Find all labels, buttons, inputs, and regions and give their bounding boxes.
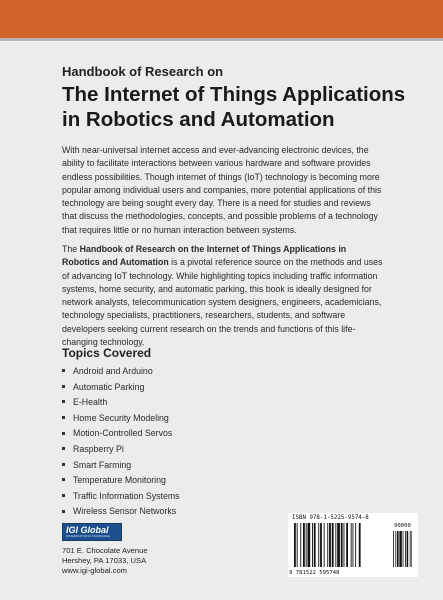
book-title <box>62 82 422 132</box>
bullet-icon <box>62 463 65 466</box>
topic-item <box>62 489 180 505</box>
topic-item <box>62 411 180 427</box>
topic-label: Smart Farming <box>73 459 132 470</box>
book-title-line-1: The Internet of Things Applications <box>62 83 406 106</box>
topic-item <box>62 364 180 380</box>
bullet-icon <box>62 369 65 372</box>
book-title-line-2: in Robotics and Automation <box>62 108 335 131</box>
topic-label: Android and Arduino <box>73 366 153 376</box>
topic-label: Temperature Monitoring <box>73 475 166 486</box>
topic-item <box>62 380 180 396</box>
topics-heading: Topics Covered <box>62 346 152 360</box>
bullet-icon <box>62 416 65 419</box>
bullet-icon <box>62 400 65 403</box>
top-divider <box>0 38 443 41</box>
isbn-text: ISBN 978-1-5225-9574-8 <box>292 515 369 521</box>
address-line-2: Hershey, PA 17033, USA <box>62 555 147 565</box>
book-supertitle: Handbook of Research on <box>62 64 224 79</box>
description-paragraph-1: With near-universal internet access and ever-advancing electronic devices, the ability to facilitate interactions between various hardware and software provides endless possibilities. Though internet of things (IoT) technology is becoming more popular among individual users and companies, more potential applications of this technology are being sought every day. There is a need for studies and reviews that discuss the methodologies, concepts, and possible problems of a technology that requires little or no human interaction between systems. <box>62 145 382 235</box>
publisher-logo-text: IGI Global <box>66 525 109 535</box>
publisher-address <box>62 546 148 575</box>
para2-rest: is a pivotal reference source on the methods and uses of advancing IoT technology. While highlighting topics including traffic information systems, home security, and automatic parking, this book is ideally designed for network analysts, telecommunication system designers, engineers, academicians, technology specialists, practitioners, researchers, students, and software developers seeking current research on the trends and functions of this life-changing technology. <box>62 257 383 348</box>
bullet-icon <box>62 432 65 435</box>
topic-item <box>62 442 180 458</box>
address-line-1: 701 E. Chocolate Avenue <box>62 546 148 555</box>
bullet-icon <box>62 510 65 513</box>
bullet-icon <box>62 478 65 481</box>
topic-label: Raspberry Pi <box>73 443 124 454</box>
topic-item <box>62 426 180 442</box>
isbn-barcode <box>288 513 418 577</box>
bullet-icon <box>62 447 65 450</box>
topic-item <box>62 504 180 520</box>
topic-label: E-Health <box>73 397 108 408</box>
topic-label: Home Security Modeling <box>73 412 169 423</box>
topics-list <box>62 364 180 520</box>
description-paragraph-2 <box>62 243 384 349</box>
topic-item <box>62 395 180 411</box>
topic-item <box>62 473 180 489</box>
topic-label: Traffic Information Systems <box>73 490 180 501</box>
topic-label: Automatic Parking <box>73 381 145 392</box>
barcode-bars-icon <box>294 523 412 569</box>
top-color-band <box>0 0 443 38</box>
bullet-icon <box>62 385 65 388</box>
para2-lead: The <box>62 244 80 254</box>
publisher-logo-tagline: DISSEMINATOR OF KNOWLEDGE <box>66 535 110 538</box>
topic-label: Motion-Controlled Servos <box>73 428 173 439</box>
publisher-website: www.igi-global.com <box>62 565 127 575</box>
publisher-logo <box>62 523 122 541</box>
para2-book-title: Handbook of Research on the Internet of Things Applications in Robotics and Automation <box>62 244 347 268</box>
barcode-digits: 9 781522 595748 <box>289 570 340 576</box>
topic-item <box>62 458 180 474</box>
topic-label: Wireless Sensor Networks <box>73 506 177 517</box>
price-addon-code: 90000 <box>394 523 411 529</box>
bullet-icon <box>62 494 65 497</box>
